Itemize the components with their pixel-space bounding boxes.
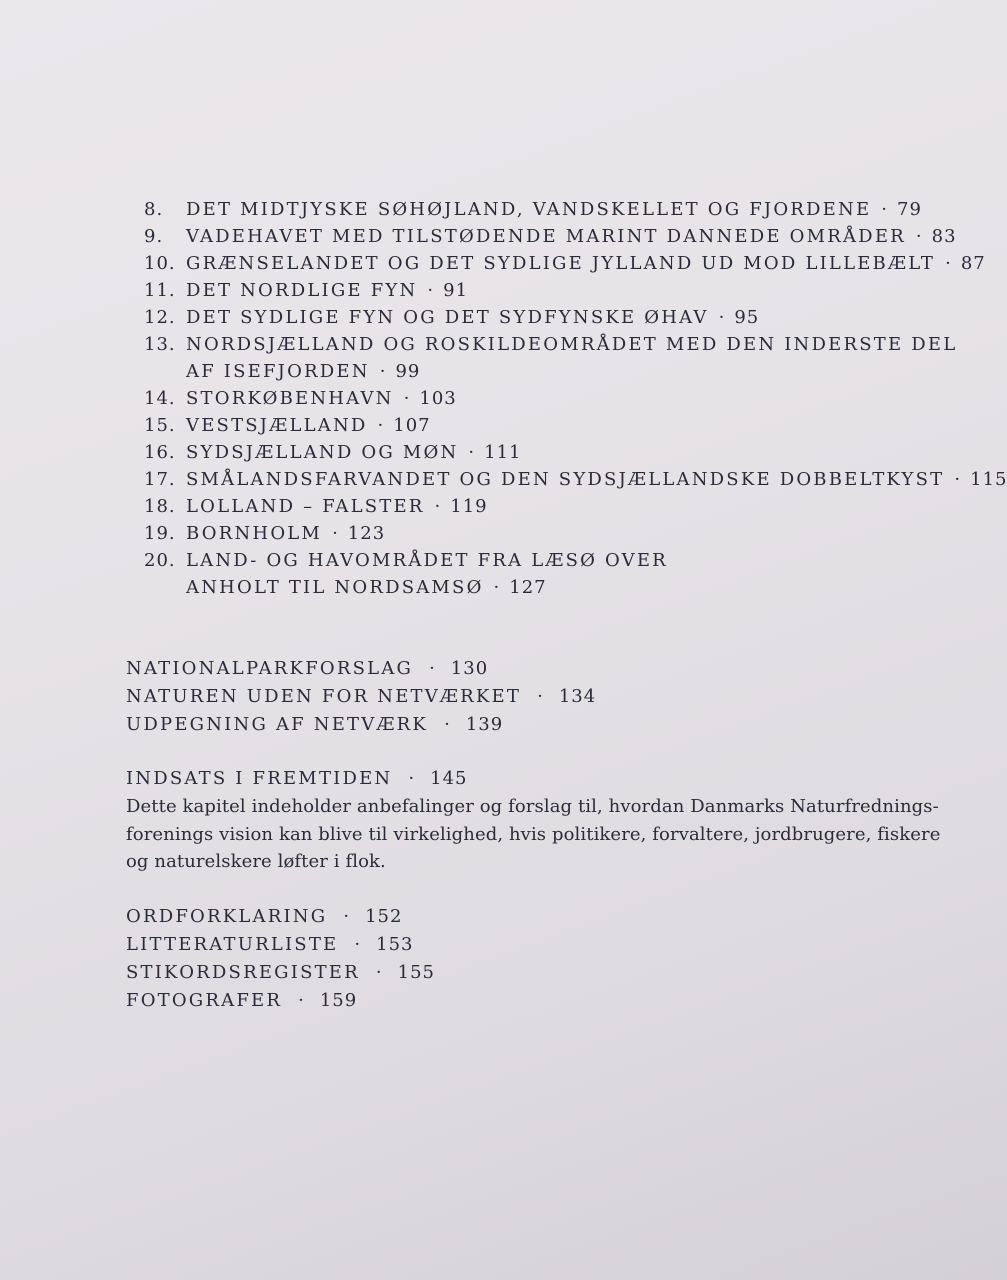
separator-dot: · <box>332 523 338 544</box>
separator-dot: · <box>881 199 888 220</box>
page-number: 119 <box>450 496 488 517</box>
separator-dot: · <box>377 415 384 436</box>
section-title: STIKORDSREGISTER <box>126 962 360 983</box>
toc-entry <box>0 304 960 331</box>
separator-dot: · <box>718 307 725 328</box>
separator-dot: · <box>354 934 361 955</box>
chapter-title: BORNHOLM <box>186 523 323 544</box>
chapter-title: DET NORDLIGE FYN <box>186 280 418 301</box>
chapter-title: ANHOLT TIL NORDSAMSØ <box>186 577 484 598</box>
toc-entry <box>0 547 960 574</box>
chapter-number: 8. <box>144 199 164 220</box>
page-number: 103 <box>419 388 457 409</box>
toc-section <box>126 765 946 793</box>
chapter-number: 16. <box>144 442 176 463</box>
chapter-number: 13. <box>144 334 176 355</box>
chapter-title: VESTSJÆLLAND <box>186 415 368 436</box>
chapter-number: 20. <box>144 550 176 571</box>
page-number: 139 <box>465 714 504 735</box>
separator-dot: · <box>915 226 922 247</box>
toc-entry <box>0 439 960 466</box>
chapter-title: LAND- OG HAVOMRÅDET FRA LÆSØ OVER <box>186 550 668 571</box>
toc-entry <box>0 385 960 412</box>
toc-entry <box>0 277 960 304</box>
separator-dot: · <box>945 253 951 274</box>
page-number: 79 <box>897 199 922 220</box>
chapter-number: 11. <box>144 280 176 301</box>
chapter-title: NORDSJÆLLAND OG ROSKILDEOMRÅDET MED DEN INDERSTE DEL <box>186 334 958 355</box>
chapter-number: 18. <box>144 496 176 517</box>
appendix-group-a <box>126 655 946 739</box>
chapter-title: STORKØBENHAVN <box>186 388 394 409</box>
separator-dot: · <box>468 442 475 463</box>
chapter-number: 15. <box>144 415 176 436</box>
page-number: 145 <box>430 768 468 789</box>
section-title: NATUREN UDEN FOR NETVÆRKET <box>126 686 522 707</box>
chapter-title: SYDSJÆLLAND OG MØN <box>186 442 459 463</box>
chapter-number: 9. <box>144 226 164 247</box>
chapter-title: LOLLAND – FALSTER <box>186 496 425 517</box>
toc-section <box>126 903 946 931</box>
toc-entry <box>0 223 960 250</box>
page-number: 83 <box>931 226 957 247</box>
toc-section <box>126 931 946 959</box>
chapter-number: 10. <box>144 253 176 274</box>
page-number: 134 <box>558 686 597 707</box>
toc-entry <box>0 493 960 520</box>
chapter-number: 19. <box>144 523 176 544</box>
separator-dot: · <box>954 469 961 490</box>
toc-entry <box>0 331 960 358</box>
separator-dot: · <box>537 686 543 707</box>
toc-entry <box>0 250 986 277</box>
toc-section <box>126 683 946 711</box>
chapter-title: GRÆNSELANDET OG DET SYDLIGE JYLLAND UD MOD LILLEBÆLT <box>186 253 936 274</box>
chapter-number: 14. <box>144 388 176 409</box>
separator-dot: · <box>408 768 415 789</box>
section-title: INDSATS I FREMTIDEN <box>126 768 393 789</box>
separator-dot: · <box>403 388 410 409</box>
toc-section <box>126 959 946 987</box>
page-number: 155 <box>397 962 435 983</box>
page-number: 123 <box>347 523 386 544</box>
page-number: 152 <box>365 906 403 927</box>
section-title: UDPEGNING AF NETVÆRK <box>126 714 429 735</box>
chapter-title: DET SYDLIGE FYN OG DET SYDFYNSKE ØHAV <box>186 307 709 328</box>
page-number: 87 <box>960 253 986 274</box>
chapter-title: SMÅLANDSFARVANDET OG DEN SYDSJÆLLANDSKE DOBBELTKYST <box>186 469 945 490</box>
page-number: 107 <box>393 415 431 436</box>
separator-dot: · <box>493 577 500 598</box>
page-number: 99 <box>395 361 421 382</box>
section-title: ORDFORKLARING <box>126 906 328 927</box>
page-number: 91 <box>443 280 469 301</box>
section-title: FOTOGRAFER <box>126 990 283 1011</box>
chapter-title: DET MIDTJYSKE SØHØJLAND, VANDSKELLET OG FJORDENE <box>186 199 872 220</box>
separator-dot: · <box>429 658 435 679</box>
separator-dot: · <box>375 962 382 983</box>
toc-entry <box>0 412 960 439</box>
page-number: 115 <box>970 469 1007 490</box>
section-description: Dette kapitel indeholder anbefalinger og forslag til, hvordan Danmarks Naturfrednings-forenings vision kan blive til virkelighed, hvis politikere, forvaltere, jordbrugere, fiskere og naturelskere løfter i flok. <box>126 796 941 872</box>
separator-dot: · <box>444 714 450 735</box>
toc-entry-continued <box>0 574 960 601</box>
chapter-title: AF ISEFJORDEN <box>186 361 370 382</box>
page-number: 111 <box>484 442 522 463</box>
section-title: NATIONALPARKFORSLAG <box>126 658 414 679</box>
toc-section <box>126 655 946 683</box>
section-title: LITTERATURLISTE <box>126 934 339 955</box>
separator-dot: · <box>343 906 350 927</box>
page-number: 95 <box>734 307 760 328</box>
chapter-number: 12. <box>144 307 176 328</box>
toc-entry <box>0 520 960 547</box>
chapter-list <box>0 196 1007 601</box>
separator-dot: · <box>434 496 441 517</box>
toc-entry <box>0 466 1007 493</box>
chapter-title: VADEHAVET MED TILSTØDENDE MARINT DANNEDE OMRÅDER <box>186 226 906 247</box>
page-number: 130 <box>450 658 489 679</box>
toc-entry <box>0 196 960 223</box>
page-number: 127 <box>509 577 547 598</box>
toc-section <box>126 711 946 739</box>
toc-section <box>126 987 946 1015</box>
separator-dot: · <box>298 990 304 1011</box>
separator-dot: · <box>379 361 386 382</box>
page-number: 159 <box>319 990 358 1011</box>
toc-entry-continued <box>0 358 960 385</box>
page-number: 153 <box>376 934 414 955</box>
appendix-group-c <box>126 903 946 1015</box>
future-section <box>126 765 946 876</box>
chapter-number: 17. <box>144 469 176 490</box>
separator-dot: · <box>427 280 434 301</box>
